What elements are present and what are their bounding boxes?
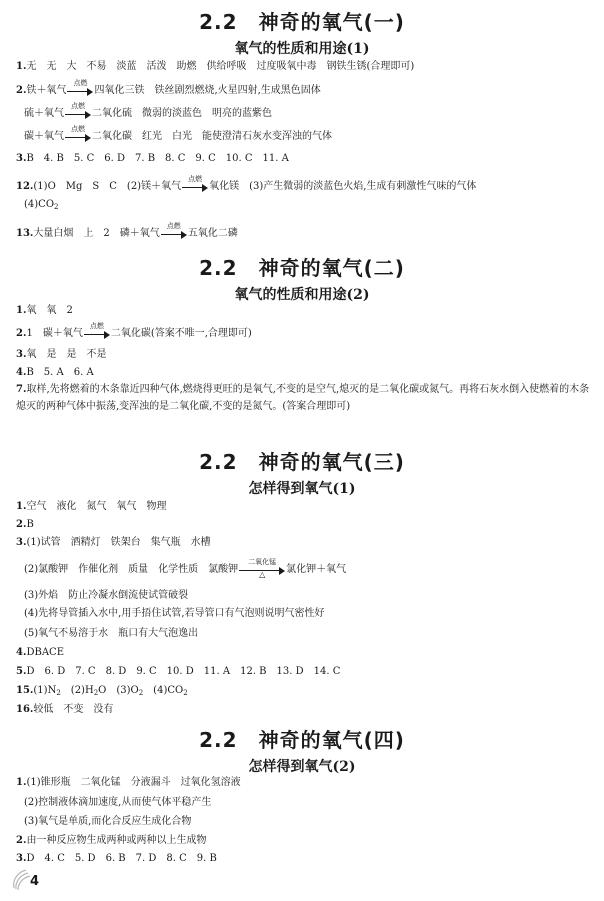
answer-s1-q2a: 2.铁＋氧气 点燃 四氧化三铁 铁丝剧烈燃烧,火星四射,生成黑色固体 <box>16 79 321 96</box>
reaction-arrow: 点燃 <box>182 180 208 193</box>
answer-s2-q7: 7.取样,先将燃着的木条靠近四种气体,燃烧得更旺的是氧气,不变的是空气,熄灭的是二氧化碳或氮气。再将石灰水倒入使燃着的木条熄灭的两种气体中振荡,变浑浊的是二氧化碳,不变的是氮气。(答案合理即可) <box>16 384 590 412</box>
section-subtitle-1: 氧气的性质和用途(1) <box>234 41 370 57</box>
answer-s3-q3-part1: 3.(1)试管 酒精灯 铁架台 集气瓶 水槽 <box>16 537 211 548</box>
answer-s1-q12: 12.(1)O Mg S C (2)镁＋氧气 点燃 氧化镁 (3)产生微弱的淡蓝色火焰,生成有刺激性气味的气体 <box>16 175 477 192</box>
answer-s2-q3: 3.氧 是 是 不是 <box>16 349 107 360</box>
answer-s3-q3-part3: (3)外焰 防止冷凝水倒流使试管破裂 <box>24 590 189 601</box>
answer-s2-q1: 1.氧 氧 2 <box>16 305 73 316</box>
answer-s1-q12-part4: $(4)CO_2$ <box>24 199 59 211</box>
answer-s3-q3-part4: (4)先将导管插入水中,用手捂住试管,若导管口有气泡则说明气密性好 <box>24 608 325 619</box>
answer-s4-q3: 3.D 4. C 5. D 6. B 7. D 8. C 9. B <box>16 853 217 864</box>
reaction-arrow-heated: 二氧化锰 △ <box>239 563 285 576</box>
answer-s3-q1: 1.空气 液化 氮气 氧气 物理 <box>16 501 167 512</box>
answer-s2-q2: 2.1 碳＋氧气 点燃 二氧化碳(答案不唯一,合理即可) <box>16 322 252 339</box>
answer-s1-q13: 13.大量白烟 上 2 磷＋氧气 点燃 五氧化二磷 <box>16 222 238 239</box>
section-subtitle-2: 氧气的性质和用途(2) <box>234 287 370 303</box>
section-subtitle-3: 怎样得到氧气(1) <box>248 481 356 497</box>
answer-s2-q4: 4.B 5. A 6. A <box>16 367 94 378</box>
reaction-arrow: 点燃 <box>65 107 91 120</box>
answer-s3-q4: 4.DBACE <box>16 647 64 658</box>
answer-s4-q2: 2.由一种反应物生成两种或两种以上生成物 <box>16 835 207 846</box>
reaction-arrow: 点燃 <box>67 84 93 97</box>
section-title-2: 2.2 神奇的氧气(二) <box>199 256 405 280</box>
answer-s3-q3-part5: (5)氧气不易溶于水 瓶口有大气泡逸出 <box>24 628 199 639</box>
section-title-3: 2.2 神奇的氧气(三) <box>199 450 405 474</box>
reaction-arrow: 点燃 <box>65 130 91 143</box>
answer-s1-q2c: 碳＋氧气 点燃 二氧化碳 红光 白光 能使澄清石灰水变浑浊的气体 <box>24 125 332 142</box>
reaction-arrow: 点燃 <box>161 227 187 240</box>
answer-s4-q1-part3: (3)氧气是单质,而化合反应生成化合物 <box>24 816 192 827</box>
answer-s3-q15: $15.(1)N_2$ $(2)H_2O$ $(3)O_2$ $(4)CO_2$ <box>16 685 188 697</box>
page-number: 4 <box>30 874 40 889</box>
answer-s1-q3: 3.B 4. B 5. C 6. D 7. B 8. C 9. C 10. C 11. A <box>16 153 289 164</box>
answer-s3-q3-part2: (2)氯酸钾 作催化剂 质量 化学性质 氯酸钾 二氧化锰 △ 氯化钾＋氧气 <box>24 558 347 579</box>
answer-s1-q1: 1.无 无 大 不易 淡蓝 活泼 助燃 供给呼吸 过度吸氧中毒 钢铁生锈(合理即可) <box>16 61 415 72</box>
section-title-1: 2.2 神奇的氧气(一) <box>199 10 405 34</box>
answer-s3-q16: 16.较低 不变 没有 <box>16 704 114 715</box>
answer-s3-q2: 2.B <box>16 519 34 530</box>
reaction-arrow: 点燃 <box>84 327 110 340</box>
answer-s3-q5: 5.D 6. D 7. C 8. D 9. C 10. D 11. A 12. B 13. D 14. C <box>16 666 341 677</box>
section-title-4: 2.2 神奇的氧气(四) <box>199 728 405 752</box>
answer-s1-q2b: 硫＋氧气 点燃 二氧化硫 微弱的淡蓝色 明亮的蓝紫色 <box>24 102 272 119</box>
answer-s4-q1-part1: 1.(1)锥形瓶 二氧化锰 分液漏斗 过氧化氢溶液 <box>16 777 241 788</box>
section-subtitle-4: 怎样得到氧气(2) <box>248 759 356 775</box>
answer-s4-q1-part2: (2)控制液体滴加速度,从而使气体平稳产生 <box>24 797 212 808</box>
